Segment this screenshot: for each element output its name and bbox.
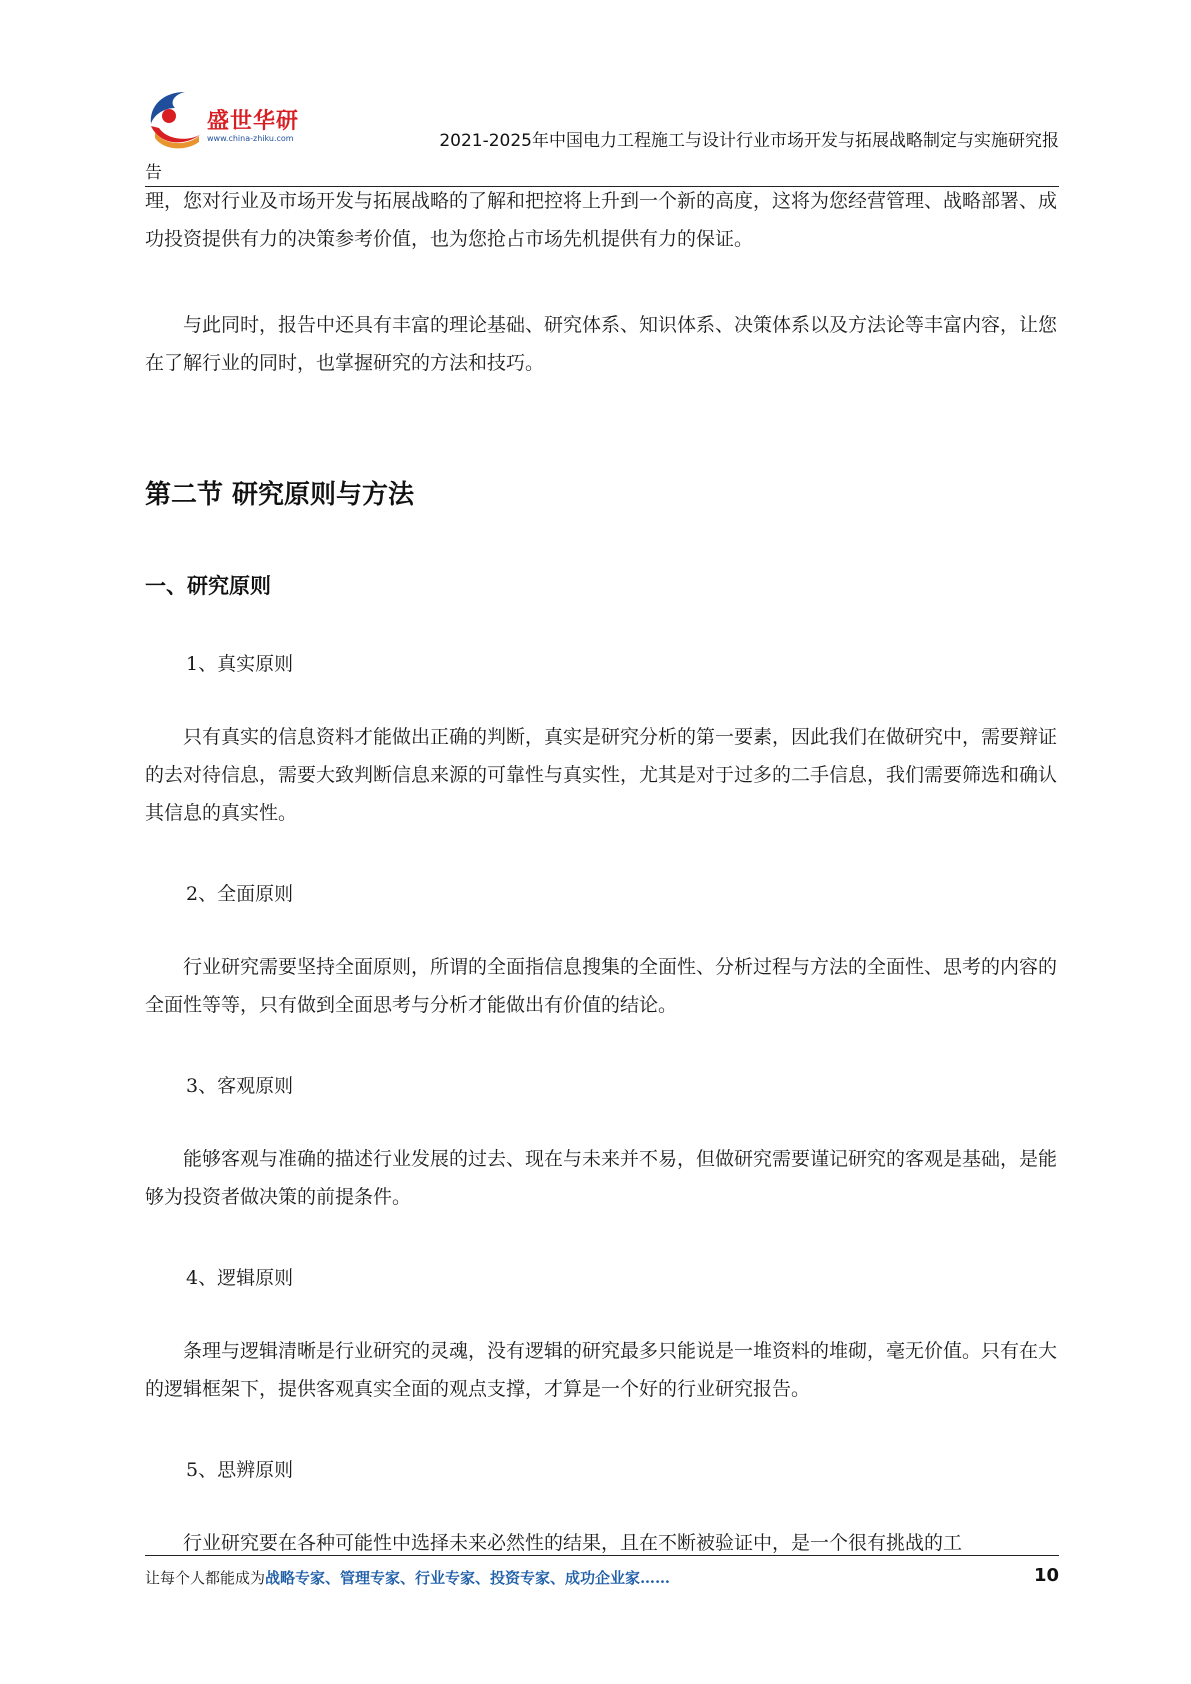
section-title: 第二节 研究原则与方法 xyxy=(145,480,415,510)
principle-text-2-block xyxy=(145,948,1057,1024)
principle-text-1: 只有真实的信息资料才能做出正确的判断，真实是研究分析的第一要素，因此我们在做研究中，需要辩证的去对待信息，需要大致判断信息来源的可靠性与真实性，尤其是对于过多的二手信息，我们需要筛选和确认其信息的真实性。 xyxy=(145,726,1058,824)
principle-title-2: 2、全面原则 xyxy=(186,883,294,905)
footer-divider xyxy=(145,1555,1059,1556)
principle-text-4-block xyxy=(145,1332,1057,1408)
subsection-title: 一、研究原则 xyxy=(145,574,271,598)
logo-name: 盛世华研 xyxy=(207,109,300,134)
footer-slogan-prefix: 让每个人都能成为 xyxy=(145,1569,266,1587)
report-title-wrap: 告 xyxy=(145,163,162,183)
principle-text-1-block xyxy=(145,718,1057,832)
principle-title-3: 3、客观原则 xyxy=(186,1075,294,1097)
page-footer xyxy=(145,1567,1059,1588)
page-header xyxy=(145,78,1059,182)
page-number: 10 xyxy=(1033,1565,1059,1586)
intro-paragraph-1: 理，您对行业及市场开发与拓展战略的了解和把控将上升到一个新的高度，这将为您经营管理、战略部署、成功投资提供有力的决策参考价值，也为您抢占市场先机提供有力的保证。 xyxy=(145,190,1058,250)
principle-title-1: 1、真实原则 xyxy=(186,653,294,675)
principle-text-2: 行业研究需要坚持全面原则，所谓的全面指信息搜集的全面性、分析过程与方法的全面性、思考的内容的全面性等等，只有做到全面思考与分析才能做出有价值的结论。 xyxy=(145,956,1058,1016)
principle-text-5-block xyxy=(145,1524,1057,1562)
intro-paragraph-1-block xyxy=(145,182,1057,258)
principle-text-4: 条理与逻辑清晰是行业研究的灵魂，没有逻辑的研究最多只能说是一堆资料的堆砌，毫无价值。只有在大的逻辑框架下，提供客观真实全面的观点支撑，才算是一个好的行业研究报告。 xyxy=(145,1340,1058,1400)
report-title: 2021-2025年中国电力工程施工与设计行业市场开发与拓展战略制定与实施研究报 xyxy=(439,131,1059,151)
principle-title-4: 4、逻辑原则 xyxy=(186,1267,294,1289)
principle-text-3-block xyxy=(145,1140,1057,1216)
intro-paragraph-2: 与此同时，报告中还具有丰富的理论基础、研究体系、知识体系、决策体系以及方法论等丰富内容，让您在了解行业的同时，也掌握研究的方法和技巧。 xyxy=(145,314,1058,374)
intro-paragraph-2-block xyxy=(145,306,1057,382)
principle-title-5: 5、思辨原则 xyxy=(186,1459,294,1481)
logo-emblem-icon xyxy=(145,86,207,156)
principle-text-3: 能够客观与准确的描述行业发展的过去、现在与未来并不易，但做研究需要谨记研究的客观是基础，是能够为投资者做决策的前提条件。 xyxy=(145,1148,1058,1208)
footer-slogan-accent: 战略专家、管理专家、行业专家、投资专家、成功企业家…… xyxy=(265,1569,671,1587)
company-logo xyxy=(145,86,315,156)
logo-url: www.china-zhiku.com xyxy=(207,134,294,143)
principle-text-5: 行业研究要在各种可能性中选择未来必然性的结果，且在不断被验证中，是一个很有挑战的工 xyxy=(183,1532,963,1554)
